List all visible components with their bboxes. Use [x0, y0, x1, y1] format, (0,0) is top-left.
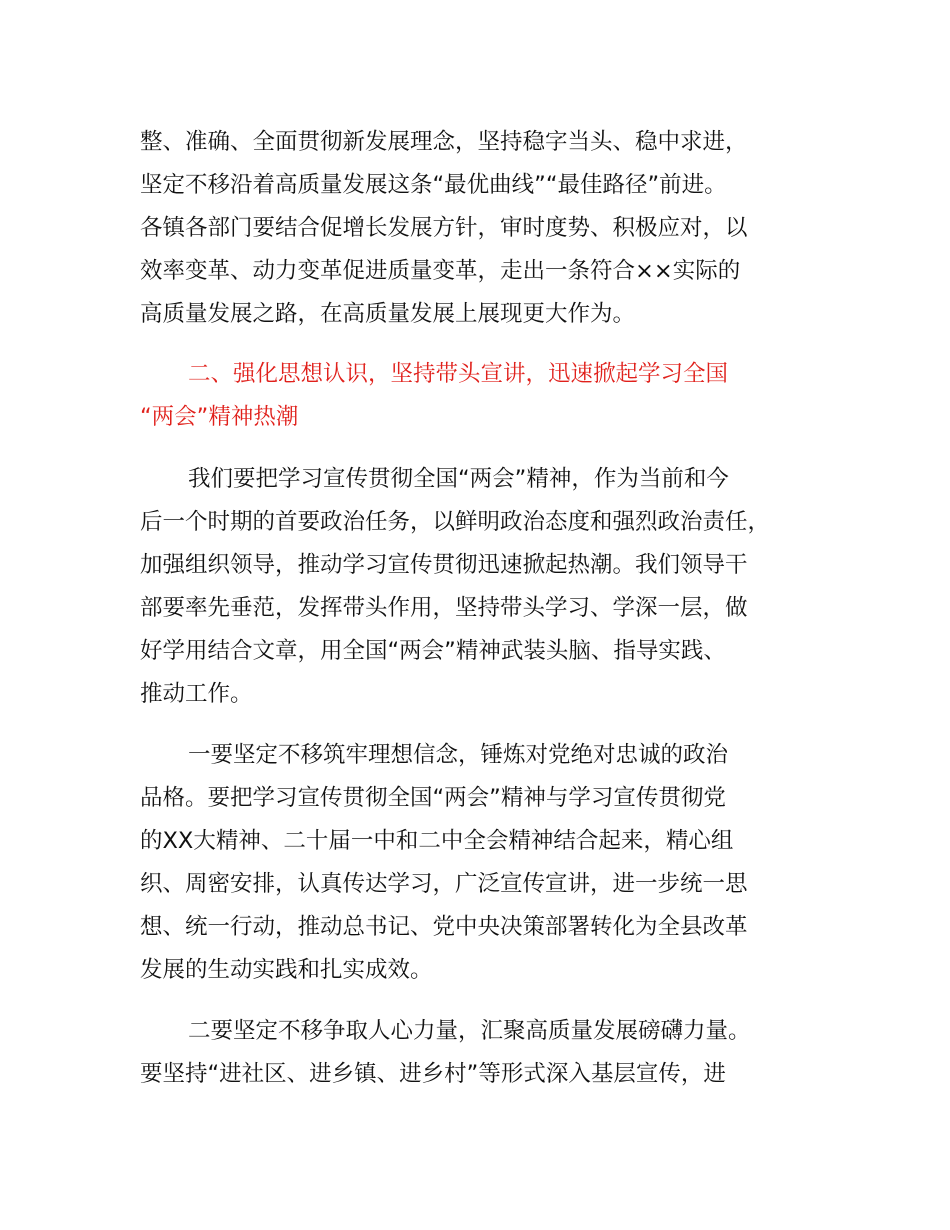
text-line: 高质量发展之路，在高质量发展上展现更大作为。 [140, 301, 636, 327]
text-line: 发展的生动实践和扎实成效。 [140, 957, 433, 983]
heading-line: 二、强化思想认识，坚持带头宣讲，迅速掀起学习全国 [188, 361, 729, 387]
text-line: 想、统一行动，推动总书记、党中央决策部署转化为全县改革 [140, 914, 748, 940]
text-line: 我们要把学习宣传贯彻全国“两会”精神，作为当前和今 [188, 466, 729, 492]
text-line: 推动工作。 [140, 681, 253, 707]
paragraph-development-quality [140, 121, 830, 336]
text-line: 好学用结合文章，用全国“两会”精神武装头脑、指导实践、 [140, 638, 726, 664]
text-line: 整、准确、全面贯彻新发展理念，坚持稳字当头、稳中求进， [140, 129, 748, 155]
text-line: 效率变革、动力变革促进质量变革，走出一条符合××实际的 [140, 258, 741, 284]
paragraph-public-support [140, 1010, 830, 1096]
text-line: 坚定不移沿着高质量发展这条“最优曲线”“最佳路径”前进。 [140, 172, 727, 198]
text-line: 各镇各部门要结合促增长发展方针，审时度势、积极应对，以 [140, 215, 748, 241]
text-line: 后一个时期的首要政治任务，以鲜明政治态度和强烈政治责任， [140, 509, 771, 535]
text-line: 品格。要把学习宣传贯彻全国“两会”精神与学习宣传贯彻党 [140, 785, 726, 811]
section-heading-two [140, 353, 830, 439]
text-line: 加强组织领导，推动学习宣传贯彻迅速掀起热潮。我们领导干 [140, 552, 748, 578]
text-line: 二要坚定不移争取人心力量，汇聚高质量发展磅礴力量。 [188, 1018, 751, 1044]
heading-line: “两会”精神热潮 [140, 404, 299, 430]
paragraph-study-tasks [140, 458, 830, 716]
paragraph-ideals-beliefs [140, 734, 830, 992]
text-line: 的XX大精神、二十届一中和二中全会精神结合起来，精心组 [140, 828, 734, 854]
text-line: 要坚持“进社区、进乡镇、进乡村”等形式深入基层宣传，进 [140, 1061, 726, 1087]
text-line: 一要坚定不移筑牢理想信念，锤炼对党绝对忠诚的政治 [188, 742, 729, 768]
text-line: 织、周密安排，认真传达学习，广泛宣传宣讲，进一步统一思 [140, 871, 748, 897]
text-line: 部要率先垂范，发挥带头作用，坚持带头学习、学深一层，做 [140, 595, 748, 621]
